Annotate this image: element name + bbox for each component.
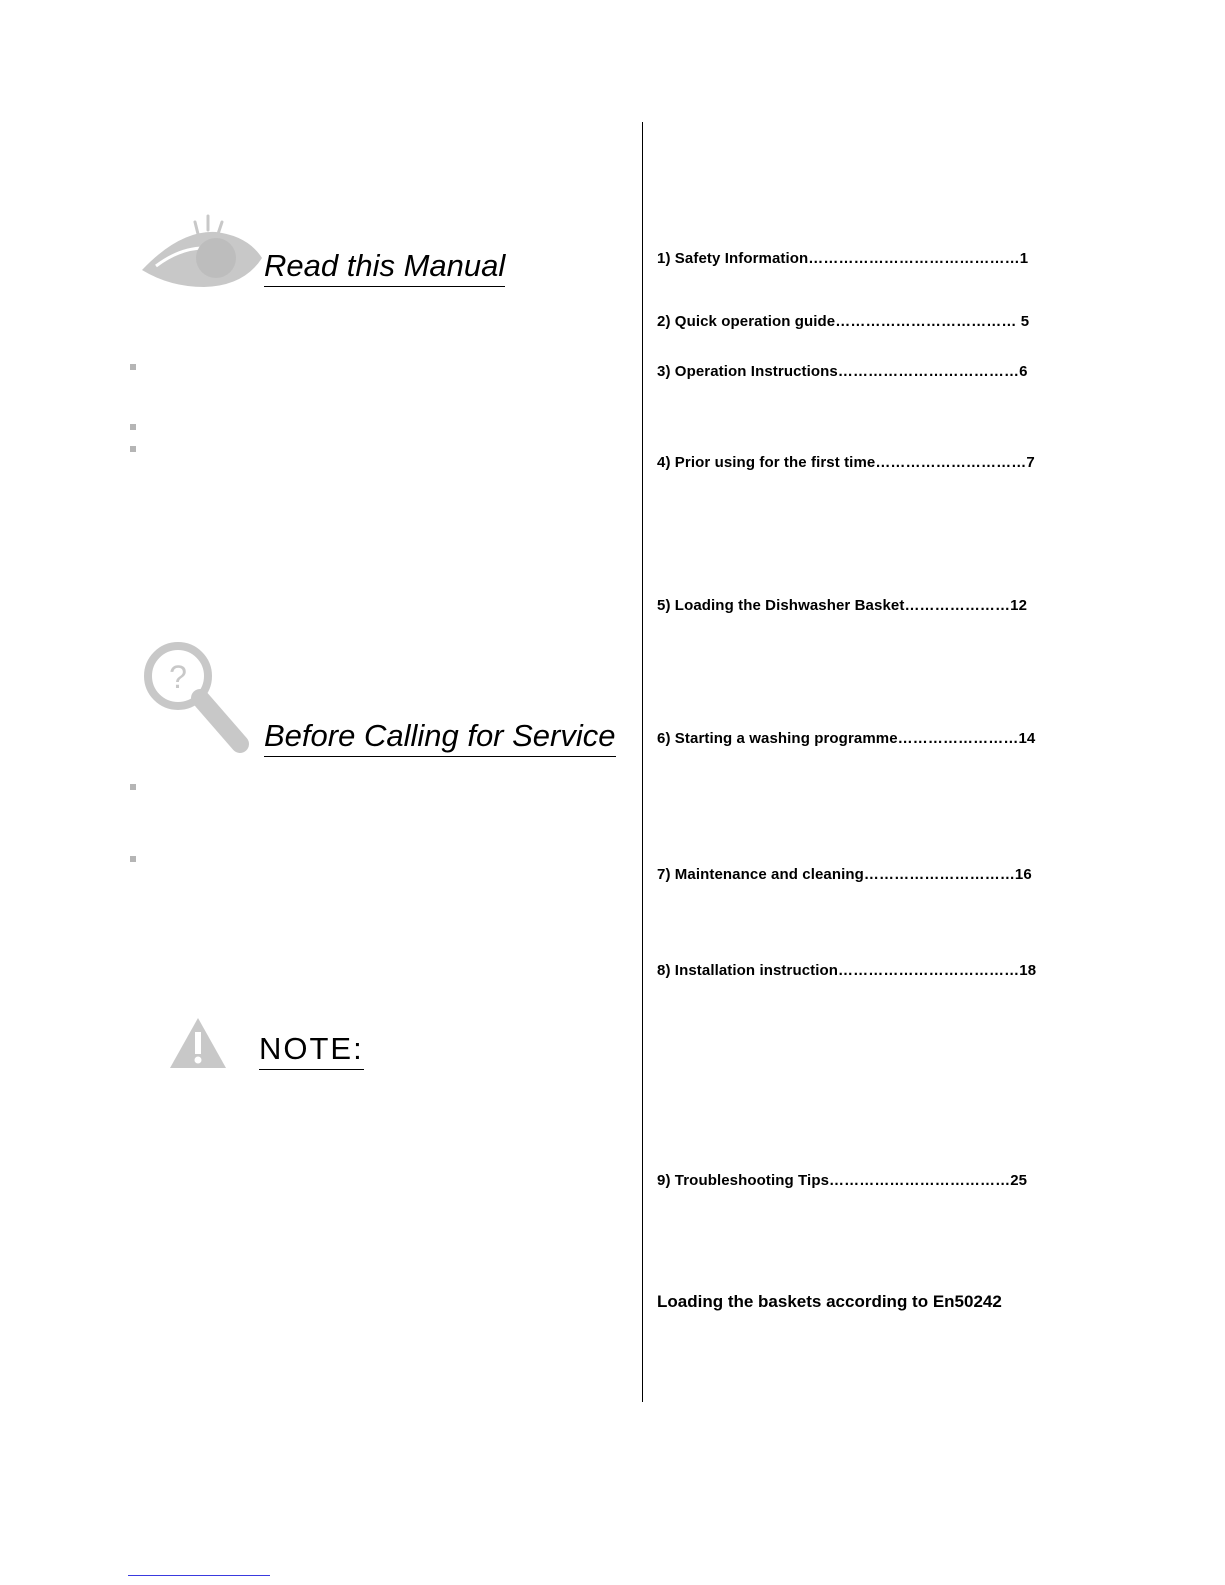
note-heading: NOTE: (259, 1033, 364, 1070)
svg-text:?: ? (169, 659, 187, 695)
read-manual-heading: Read this Manual (264, 250, 505, 287)
before-service-heading: Before Calling for Service (264, 720, 616, 757)
toc-label: 7) Maintenance and cleaning (657, 866, 864, 883)
toc-page: 16 (1014, 866, 1032, 883)
toc-item-troubleshooting[interactable] (657, 1172, 1027, 1189)
bullet-marker (130, 784, 136, 790)
toc-label: 6) Starting a washing programme (657, 730, 898, 747)
toc-dots: ……………………………… (837, 363, 1020, 380)
toc-label: 5) Loading the Dishwasher Basket (657, 597, 905, 614)
toc-page: 25 (1010, 1172, 1028, 1189)
warning-icon (168, 1016, 228, 1075)
bullet-marker (130, 364, 136, 370)
bullet-marker (130, 856, 136, 862)
footer-link-underline (128, 1575, 270, 1576)
toc-dots: ……………………………… (838, 962, 1020, 979)
toc-item-operation[interactable] (657, 363, 1028, 380)
toc-label: 2) Quick operation guide (657, 313, 836, 330)
toc-item-starting[interactable] (657, 730, 1035, 747)
toc-dots: ………………………… (875, 454, 1027, 471)
toc-item-maintenance[interactable] (657, 866, 1032, 883)
toc-page: 1 (1019, 250, 1029, 267)
toc-item-installation[interactable] (657, 962, 1036, 979)
magnifier-question-icon (142, 640, 254, 763)
toc-page: 6 (1019, 363, 1028, 380)
toc-label: 8) Installation instruction (657, 962, 839, 979)
toc-item-loading[interactable] (657, 597, 1027, 614)
toc-item-first-time[interactable] (657, 454, 1035, 471)
toc-dots: …………………………………… (808, 250, 1020, 267)
eye-icon (140, 212, 265, 297)
toc-dots: ……………………………… (835, 313, 1021, 330)
toc-page: 14 (1018, 730, 1036, 747)
toc-dots: ………………………… (863, 866, 1015, 883)
toc-dots: ……………………………… (829, 1172, 1011, 1189)
toc-page: 5 (1020, 313, 1030, 330)
toc-page: 12 (1010, 597, 1028, 614)
toc-dots: ………………… (904, 597, 1011, 614)
toc-dots: …………………… (897, 730, 1019, 747)
toc-item-safety[interactable] (657, 250, 1028, 267)
toc-label: 1) Safety Information (657, 250, 809, 267)
toc-label: 3) Operation Instructions (657, 363, 838, 380)
toc-page: 18 (1019, 962, 1037, 979)
bullet-marker (130, 424, 136, 430)
bullet-marker (130, 446, 136, 452)
toc-label: 4) Prior using for the first time (657, 454, 876, 471)
column-divider (642, 122, 643, 1402)
toc-item-quick-guide[interactable] (657, 313, 1029, 330)
toc-item-en50242[interactable]: Loading the baskets according to En50242 (657, 1292, 1002, 1311)
toc-label: 9) Troubleshooting Tips (657, 1172, 830, 1189)
toc-page: 7 (1026, 454, 1035, 471)
